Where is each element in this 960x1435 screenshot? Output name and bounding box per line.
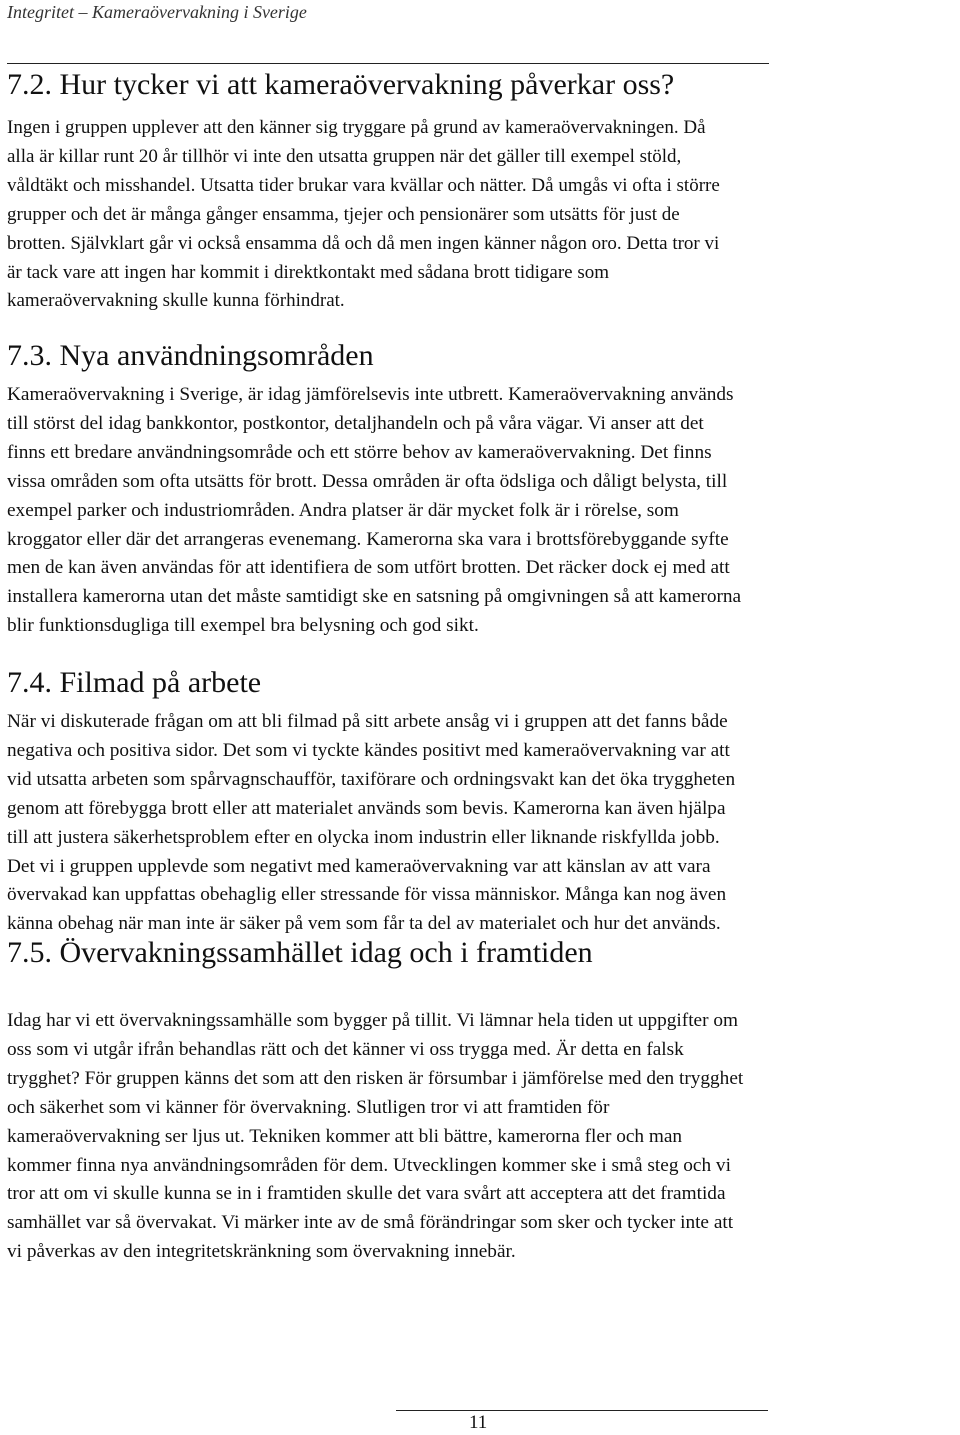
paragraph-line: vissa områden som ofta utsätts för brott. Dessa områden är ofta ödsliga och dåligt belysta, till xyxy=(7,470,728,492)
paragraph-line: oss som vi utgår ifrån behandlas rätt och det känner vi oss trygga med. Är detta en falsk xyxy=(7,1038,684,1060)
paragraph-line: När vi diskuterade frågan om att bli filmad på sitt arbete ansåg vi i gruppen att det fanns både xyxy=(7,711,728,732)
paragraph-line: vi påverkas av den integritetskränkning som övervakning innebär. xyxy=(7,1241,516,1263)
page-number: 11 xyxy=(469,1412,488,1433)
paragraph-line: trygghet? För gruppen känns det som att den risken är försumbar i jämförelse med den trygghet xyxy=(7,1067,744,1089)
paragraph-line: är tack vare att ingen har kommit i direktkontakt med sådana brott tidigare som xyxy=(7,261,610,283)
paragraph-line: alla är killar runt 20 år tillhör vi inte den utsatta gruppen när det gäller till exempel stöld, xyxy=(7,145,682,167)
footer-rule xyxy=(396,1410,768,1411)
paragraph-line: grupper och det är många gånger ensamma, tjejer och pensionärer som utsätts för just de xyxy=(7,203,680,225)
running-header: Integritet – Kameraövervakning i Sverige xyxy=(7,2,307,22)
section-paragraph-7-2 xyxy=(7,114,720,316)
paragraph-line: samhället var så övervakat. Vi märker inte av de små förändringar som sker och tycker inte att xyxy=(7,1212,734,1234)
paragraph-line: negativa och positiva sidor. Det som vi tyckte kändes positivt med kameraövervakning var att xyxy=(7,739,730,761)
paragraph-line: genom att förebygga brott eller att materialet används som bevis. Kamerorna kan även hjälpa xyxy=(7,797,726,819)
paragraph-line: Ingen i gruppen upplever att den känner sig tryggare på grund av kameraövervakningen. Då xyxy=(7,117,706,138)
paragraph-line: våldtäkt och misshandel. Utsatta tider brukar vara kvällar och nätter. Då umgås vi ofta i större xyxy=(7,174,720,196)
section-paragraph-7-3 xyxy=(7,381,741,641)
section-paragraph-7-5 xyxy=(7,1007,743,1267)
paragraph-line: till att justera säkerhetsproblem efter en olycka inom industrin eller liknande riskfyllda jobb. xyxy=(7,826,720,848)
paragraph-line: övervakad kan uppfattas obehaglig eller stressande för vissa människor. Många kan nog även xyxy=(7,884,727,906)
paragraph-line: kameraövervakning ser ljus ut. Tekniken kommer att bli bättre, kamerorna fler och man xyxy=(7,1125,683,1147)
paragraph-line: brotten. Självklart går vi också ensamma då och då men ingen känner någon oro. Detta tror vi xyxy=(7,232,720,254)
paragraph-line: och säkerhet som vi känner för övervakning. Slutligen tror vi att framtiden för xyxy=(7,1096,610,1118)
paragraph-line: finns ett bredare användningsområde och ett större behov av kameraövervakning. Det finns xyxy=(7,441,712,463)
section-paragraph-7-4 xyxy=(7,708,735,939)
section-heading-7-5: 7.5. Övervakningssamhället idag och i framtiden xyxy=(7,936,593,969)
section-heading-7-4: 7.4. Filmad på arbete xyxy=(7,666,262,699)
paragraph-line: kameraövervakning skulle kunna förhindrat. xyxy=(7,290,345,312)
paragraph-line: till störst del idag bankkontor, postkontor, detaljhandeln och på våra vägar. Vi anser att det xyxy=(7,412,704,434)
paragraph-line: känna obehag när man inte är säker på vem som får ta del av materialet och hur det används. xyxy=(7,913,721,935)
paragraph-line: Det vi i gruppen upplevde som negativt med kameraövervakning var att känslan av att vara xyxy=(7,855,711,877)
paragraph-line: Kameraövervakning i Sverige, är idag jämförelsevis inte utbrett. Kameraövervakning används xyxy=(7,384,734,405)
paragraph-line: kroggator eller där det arrangeras evenemang. Kamerorna ska vara i brottsförebyggande syfte xyxy=(7,528,729,550)
paragraph-line: Idag har vi ett övervakningssamhälle som bygger på tillit. Vi lämnar hela tiden ut uppgifter om xyxy=(7,1010,738,1031)
paragraph-line: tror att om vi skulle kunna se in i framtiden skulle det vara svårt att acceptera att det framtida xyxy=(7,1183,726,1205)
header-rule xyxy=(7,63,769,64)
paragraph-line: blir funktionsdugliga till exempel bra belysning och god sikt. xyxy=(7,615,479,637)
paragraph-line: installera kamerorna utan det måste samtidigt ske en satsning på omgivningen så att kamerorna xyxy=(7,586,742,608)
paragraph-line: exempel parker och industriområden. Andra platser är där mycket folk är i rörelse, som xyxy=(7,499,679,521)
section-heading-7-2: 7.2. Hur tycker vi att kameraövervakning påverkar oss? xyxy=(7,68,675,101)
section-heading-7-3: 7.3. Nya användningsområden xyxy=(7,339,374,372)
paragraph-line: men de kan även användas för att identifiera de som utfört brotten. Det räcker dock ej med att xyxy=(7,557,730,579)
paragraph-line: kommer finna nya användningsområden för dem. Utvecklingen kommer ske i små steg och vi xyxy=(7,1154,731,1176)
paragraph-line: vid utsatta arbeten som spårvagnschaufför, taxiförare och ordningsvakt kan det öka tryggheten xyxy=(7,768,736,790)
